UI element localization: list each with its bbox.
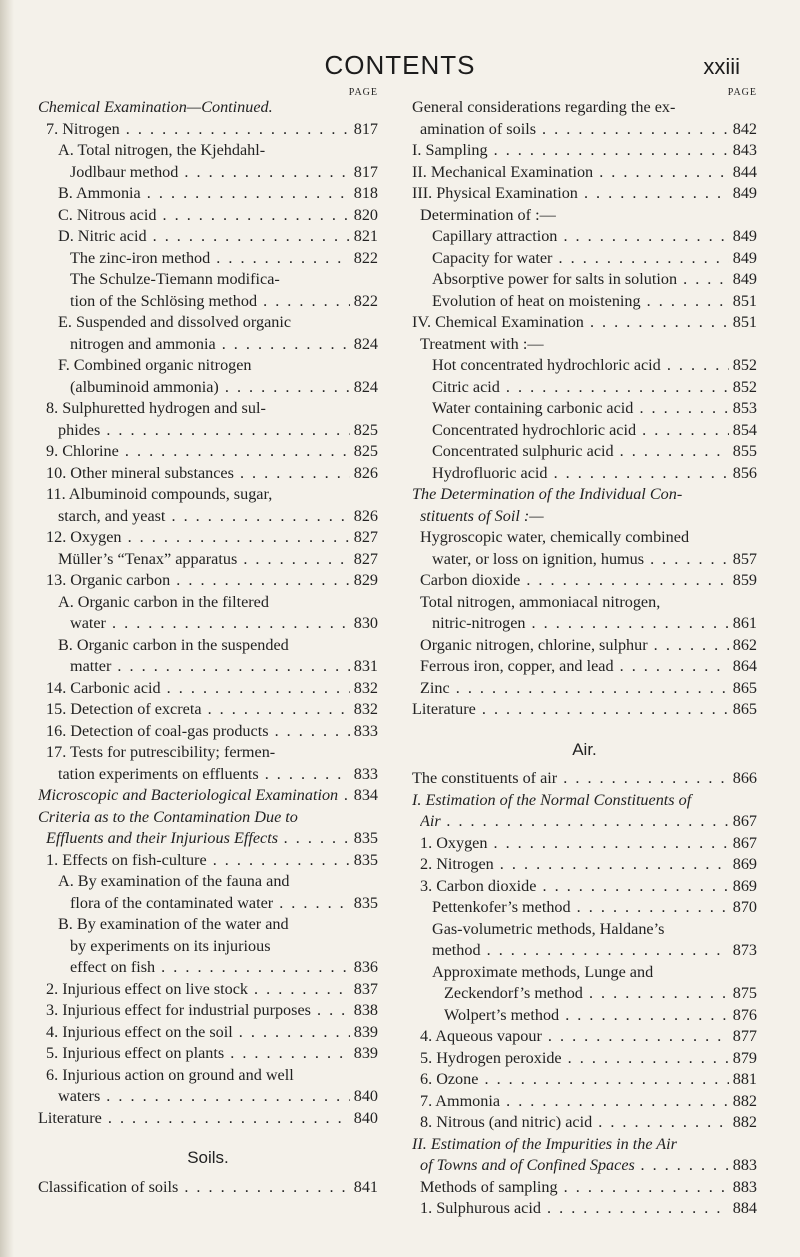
toc-entry-title: 1. Sulphurous acid . . . [420,1198,729,1220]
toc-entry [412,613,757,635]
toc-entry-title: of Towns and of Confined Spaces . . . [420,1155,729,1177]
toc-entry-title: Organic nitrogen, chlorine, sulphur . . . [420,635,729,657]
toc-entry-title: II. Mechanical Examination . . . [412,162,729,184]
toc-entry-page: 869 [732,876,757,895]
toc-entry [38,914,378,936]
toc-entry-page: 852 [732,356,757,374]
toc-entry-page: 851 [732,291,757,310]
toc-entry [38,527,378,549]
toc-entry [38,183,378,205]
toc-entry-title: matter . . . [70,656,350,678]
toc-entry-title: (albuminoid ammonia) . . . [70,377,350,399]
toc-entry-page: 818 [353,184,378,202]
toc-entry [412,205,757,227]
toc-entry [38,312,378,334]
toc-entry-page: 820 [353,205,378,224]
toc-entry-title: tion of the Schlösing method . . . [70,291,350,313]
toc-entry-page: 833 [353,764,378,783]
toc-entry [412,790,757,812]
toc-entry-title: II. Estimation of the Impurities in the Air [412,1134,677,1153]
toc-entry-title: Approximate methods, Lunge and [432,962,654,981]
toc-entry-page: 826 [353,463,378,482]
toc-entry-title: B. By examination of the water and [58,915,289,933]
toc-entry [412,1069,757,1091]
toc-entry-title: A. By examination of the fauna and [58,872,290,890]
section-heading-soils: Soils. [187,1148,229,1167]
toc-entry [412,833,757,855]
toc-entry [412,940,757,962]
toc-entry-title: Capillary attraction . . . [432,226,729,248]
toc-entry [38,248,378,270]
toc-entry-title: Gas-volumetric methods, Haldane’s [432,919,665,938]
toc-entry-page: 861 [732,614,757,632]
toc-entry-page: 852 [732,377,757,396]
toc-entry-page: 836 [353,958,378,976]
toc-entry-title: Absorptive power for salts in solution . . . [432,269,729,291]
toc-entry-page: 876 [732,1005,757,1024]
toc-entry-page: 827 [353,549,378,568]
toc-entry-title: 7. Ammonia . . . [420,1091,729,1113]
toc-entry [412,854,757,876]
toc-entry-title: starch, and yeast . . . [58,506,350,528]
toc-entry-page: 824 [353,377,378,396]
toc-entry-title: Jodlbaur method . . . [70,162,350,184]
toc-entry-page: 839 [353,1022,378,1041]
toc-entry-title: Citric acid . . . [432,377,729,399]
toc-entry [412,549,757,571]
page-edge [0,0,14,1257]
toc-entry-page: 832 [353,678,378,697]
toc-entry-page: 855 [732,442,757,460]
page-title: CONTENTS [324,50,476,80]
toc-entry [412,876,757,898]
toc-entry-title: The zinc-iron method . . . [70,248,350,270]
toc-entry-title: 1. Oxygen . . . [420,833,729,855]
toc-entry [38,269,378,291]
toc-entry-title: 6. Ozone . . . [420,1069,729,1091]
toc-entry-title: Literature . . . [412,699,729,721]
toc-entry-page: 866 [732,769,757,787]
toc-entry-title: Ferrous iron, copper, and lead . . . [420,656,729,678]
toc-entry-page: 865 [732,678,757,697]
toc-entry-title: Zeckendorf’s method . . . [444,983,729,1005]
toc-entry-page: 822 [353,291,378,310]
toc-entry-title: water, or loss on ignition, humus . . . [432,549,729,571]
toc-entry [38,226,378,248]
toc-entry-page: 849 [732,270,757,288]
toc-entry [412,398,757,420]
toc-entry-page: 857 [732,549,757,568]
toc-entry-title: E. Suspended and dissolved organic [58,313,292,331]
toc-entry-title: A. Organic carbon in the filtered [58,592,269,611]
toc-entry [38,1086,378,1108]
toc-entry-title: effect on fish . . . [70,957,350,979]
toc-entry [412,570,757,592]
toc-entry-title: Classification of soils . . . [38,1177,350,1199]
toc-entry-page: 827 [353,528,378,546]
toc-entry-title: 1. Effects on fish-culture . . . [46,850,350,872]
toc-entry [412,119,757,141]
toc-entry-page: 862 [732,635,757,654]
toc-entry [412,312,757,334]
toc-entry [412,463,757,485]
toc-entry [412,811,757,833]
toc-entry [38,592,378,614]
toc-entry-page: 840 [353,1108,378,1127]
toc-entry [412,420,757,442]
toc-entry [38,291,378,313]
toc-entry [412,291,757,313]
toc-entry [412,592,757,614]
toc-entry-page: 841 [353,1177,378,1196]
toc-entry-page: 817 [353,162,378,181]
toc-entry-title: waters . . . [58,1086,350,1108]
toc-entry [412,919,757,941]
toc-entry-page: 833 [353,721,378,740]
toc-entry-page: 877 [732,1027,757,1045]
toc-entry-title: water . . . [70,613,350,635]
toc-entry [38,1022,378,1044]
toc-entry-title: Hot concentrated hydrochloric acid . . . [432,355,729,377]
toc-entry [38,334,378,356]
toc-entry [412,183,757,205]
toc-entry [412,1026,757,1048]
toc-entry-title: Wolpert’s method . . . [444,1005,729,1027]
toc-entry-title: 12. Oxygen . . . [46,527,350,549]
toc-entry-title: amination of soils . . . [420,119,729,141]
toc-entry-page: 870 [732,898,757,916]
toc-entry-page: 842 [732,119,757,138]
toc-entry-title: 2. Injurious effect on live stock . . . [46,979,350,1001]
toc-entry-page: 879 [732,1048,757,1067]
toc-entry-title: Chemical Examination—Continued. [38,98,273,116]
toc-entry-title: 9. Chlorine . . . [46,441,350,463]
toc-entry-page: 835 [353,893,378,912]
toc-entry-page: 851 [732,313,757,331]
right-column [412,86,757,1220]
toc-entry-title: The Determination of the Individual Con- [412,485,683,503]
toc-entry-title: 11. Albuminoid compounds, sugar, [46,485,273,503]
toc-entry-title: 7. Nitrogen . . . [46,119,350,141]
toc-entry [38,1108,378,1130]
toc-entry [412,678,757,700]
left-column [38,86,378,1198]
toc-entry-page: 869 [732,855,757,873]
toc-entry [412,97,757,119]
toc-entry-title: 3. Injurious effect for industrial purposes . . . [46,1000,350,1022]
toc-entry [412,226,757,248]
toc-entry-title: 17. Tests for putrescibility; fermen- [46,743,276,761]
toc-entry-title: Determination of :— [420,205,556,224]
toc-entry-title: C. Nitrous acid . . . [58,205,350,227]
toc-entry [38,850,378,872]
toc-entry-title: F. Combined organic nitrogen [58,356,252,374]
toc-entry [412,699,757,721]
toc-entry-page: 849 [732,248,757,267]
toc-entry-page: 856 [732,463,757,482]
toc-entry [412,334,757,356]
toc-entry [412,1155,757,1177]
toc-entry [38,398,378,420]
toc-entry-title: B. Organic carbon in the suspended [58,635,289,654]
toc-entry [38,957,378,979]
toc-entry [38,678,378,700]
toc-entry-page: 843 [732,141,757,159]
toc-entry [38,441,378,463]
toc-entry-title: IV. Chemical Examination . . . [412,312,729,334]
page-column-label: PAGE [727,87,757,98]
toc-entry-page: 883 [732,1177,757,1196]
toc-entry-page: 832 [353,700,378,718]
toc-entry-title: Total nitrogen, ammoniacal nitrogen, [420,592,661,611]
toc-entry-title: nitrogen and ammonia . . . [70,334,350,356]
toc-entry [38,1065,378,1087]
toc-entry-title: tation experiments on effluents . . . [58,764,350,786]
left-after-entries [38,1177,378,1199]
toc-entry-title: Pettenkofer’s method . . . [432,897,729,919]
toc-entry-title: 5. Injurious effect on plants . . . [46,1043,350,1065]
toc-entry-title: D. Nitric acid . . . [58,226,350,248]
toc-entry-page: 884 [732,1199,757,1217]
toc-entry-title: Effluents and their Injurious Effects . . . [46,828,350,850]
toc-entry [38,140,378,162]
toc-entry-title: A. Total nitrogen, the Kjehdahl- [58,141,266,159]
toc-entry-title: Müller’s “Tenax” apparatus . . . [58,549,350,571]
toc-entry-title: Criteria as to the Contamination Due to [38,807,298,826]
toc-entry [38,570,378,592]
page-number: xxiii [703,54,740,79]
toc-entry [412,1134,757,1156]
toc-entry-page: 831 [353,657,378,675]
toc-entry [412,484,757,506]
right-entries [412,97,757,721]
toc-entry-page: 839 [353,1044,378,1062]
toc-entry [412,635,757,657]
toc-entry-title: Capacity for water . . . [432,248,729,270]
page-column-label: PAGE [348,87,378,98]
toc-entry-page: 873 [732,941,757,959]
toc-entry-page: 867 [732,812,757,830]
toc-entry [412,269,757,291]
left-entries [38,97,378,1129]
toc-entry [38,1043,378,1065]
toc-entry-page: 835 [353,829,378,847]
toc-entry-title: The Schulze-Tiemann modifica- [70,270,280,288]
toc-entry-page: 853 [732,399,757,417]
toc-entry-title: 15. Detection of excreta . . . [46,699,350,721]
toc-entry-title: 13. Organic carbon . . . [46,570,350,592]
toc-entry-page: 830 [353,614,378,632]
toc-entry [38,484,378,506]
toc-entry-title: stituents of Soil :— [420,506,544,525]
toc-entry-page: 817 [353,119,378,138]
toc-entry-title: 8. Nitrous (and nitric) acid . . . [420,1112,729,1134]
toc-entry-title: 10. Other mineral substances . . . [46,463,350,485]
toc-entry-page: 849 [732,227,757,245]
toc-entry [38,828,378,850]
toc-entry [412,527,757,549]
toc-entry-title: General considerations regarding the ex- [412,98,676,116]
toc-entry-title: 4. Injurious effect on the soil . . . [46,1022,350,1044]
toc-entry-title: Zinc . . . [420,678,729,700]
toc-entry [38,355,378,377]
toc-entry [38,893,378,915]
toc-entry [38,785,378,807]
toc-entry-page: 864 [732,657,757,675]
toc-entry-title: Air . . . [420,811,729,833]
toc-entry [38,97,378,119]
toc-entry-page: 867 [732,833,757,852]
toc-entry-title: flora of the contaminated water . . . [70,893,350,915]
section-heading-air: Air. [572,739,597,759]
toc-entry [38,1177,378,1199]
toc-entry-page: 881 [732,1070,757,1088]
toc-entry [412,656,757,678]
toc-entry [412,162,757,184]
toc-entry [38,377,378,399]
toc-entry-page: 825 [353,442,378,460]
toc-entry-page: 859 [732,571,757,589]
toc-entry-title: Carbon dioxide . . . [420,570,729,592]
toc-entry [38,742,378,764]
toc-entry-page: 829 [353,571,378,589]
toc-entry-page: 865 [732,700,757,718]
toc-entry [38,635,378,657]
toc-entry [412,441,757,463]
toc-entry [38,463,378,485]
toc-entry-title: I. Estimation of the Normal Constituents of [412,790,692,809]
toc-entry-page: 854 [732,420,757,439]
toc-entry [38,119,378,141]
toc-entry-page: 826 [353,506,378,525]
toc-entry [38,764,378,786]
toc-entry-title: Literature . . . [38,1108,350,1130]
toc-entry [38,807,378,829]
toc-entry-title: Concentrated sulphuric acid . . . [432,441,729,463]
toc-entry [38,936,378,958]
toc-entry-page: 849 [732,184,757,202]
toc-entry [412,1112,757,1134]
toc-entry [412,983,757,1005]
toc-entry [412,377,757,399]
toc-entry-title: 8. Sulphuretted hydrogen and sul- [46,399,266,417]
toc-entry [412,1005,757,1027]
toc-entry [38,506,378,528]
toc-entry [412,248,757,270]
toc-entry [412,355,757,377]
toc-entry [412,1177,757,1199]
toc-entry-title: 4. Aqueous vapour . . . [420,1026,729,1048]
toc-entry-page: 838 [353,1001,378,1019]
toc-entry-title: 16. Detection of coal-gas products . . . [46,721,350,743]
toc-entry [38,420,378,442]
toc-entry-page: 844 [732,162,757,181]
toc-entry-title: Hygroscopic water, chemically combined [420,528,690,546]
toc-entry [38,613,378,635]
toc-entry-title: Concentrated hydrochloric acid . . . [432,420,729,442]
toc-entry-page: 883 [732,1156,757,1174]
toc-entry [412,962,757,984]
right-after-entries [412,768,757,1220]
toc-entry-title: B. Ammonia . . . [58,183,350,205]
toc-entry-title: The constituents of air . . . [412,768,729,790]
toc-entry-title: Treatment with :— [420,334,544,353]
toc-entry-page: 882 [732,1113,757,1131]
toc-entry [412,506,757,528]
toc-entry [38,205,378,227]
toc-entry [412,140,757,162]
toc-entry [38,979,378,1001]
toc-entry-title: nitric-nitrogen . . . [432,613,729,635]
toc-entry [38,549,378,571]
toc-entry [38,1000,378,1022]
toc-entry-title: Hydrofluoric acid . . . [432,463,729,485]
toc-entry-page: 840 [353,1087,378,1105]
toc-entry-page: 835 [353,850,378,869]
toc-entry [412,1048,757,1070]
toc-entry-page: 822 [353,248,378,267]
toc-entry-page: 875 [732,984,757,1002]
toc-entry [38,721,378,743]
toc-entry-title: by experiments on its injurious [70,936,271,955]
toc-entry-page: 821 [353,227,378,245]
toc-entry [412,897,757,919]
toc-entry [38,871,378,893]
toc-entry-title: Microscopic and Bacteriological Examination . . . [38,785,350,807]
toc-entry-page: 837 [353,979,378,998]
toc-entry-page: 834 [353,786,378,804]
toc-entry-page: 825 [353,420,378,439]
toc-entry-title: 3. Carbon dioxide . . . [420,876,729,898]
toc-entry [412,768,757,790]
toc-entry-title: Methods of sampling . . . [420,1177,729,1199]
toc-entry-title: III. Physical Examination . . . [412,183,729,205]
toc-entry-title: Evolution of heat on moistening . . . [432,291,729,313]
toc-entry-page: 882 [732,1091,757,1110]
toc-entry-title: Water containing carbonic acid . . . [432,398,729,420]
toc-entry-title: 5. Hydrogen peroxide . . . [420,1048,729,1070]
toc-entry-title: 14. Carbonic acid . . . [46,678,350,700]
toc-entry [38,699,378,721]
toc-entry [38,656,378,678]
toc-entry-title: phides . . . [58,420,350,442]
toc-entry-page: 824 [353,334,378,353]
toc-entry-title: 6. Injurious action on ground and well [46,1065,294,1084]
toc-entry [412,1091,757,1113]
toc-entry-title: method . . . [432,940,729,962]
toc-entry-title: I. Sampling . . . [412,140,729,162]
toc-entry [38,162,378,184]
toc-entry-title: 2. Nitrogen . . . [420,854,729,876]
toc-entry [412,1198,757,1220]
